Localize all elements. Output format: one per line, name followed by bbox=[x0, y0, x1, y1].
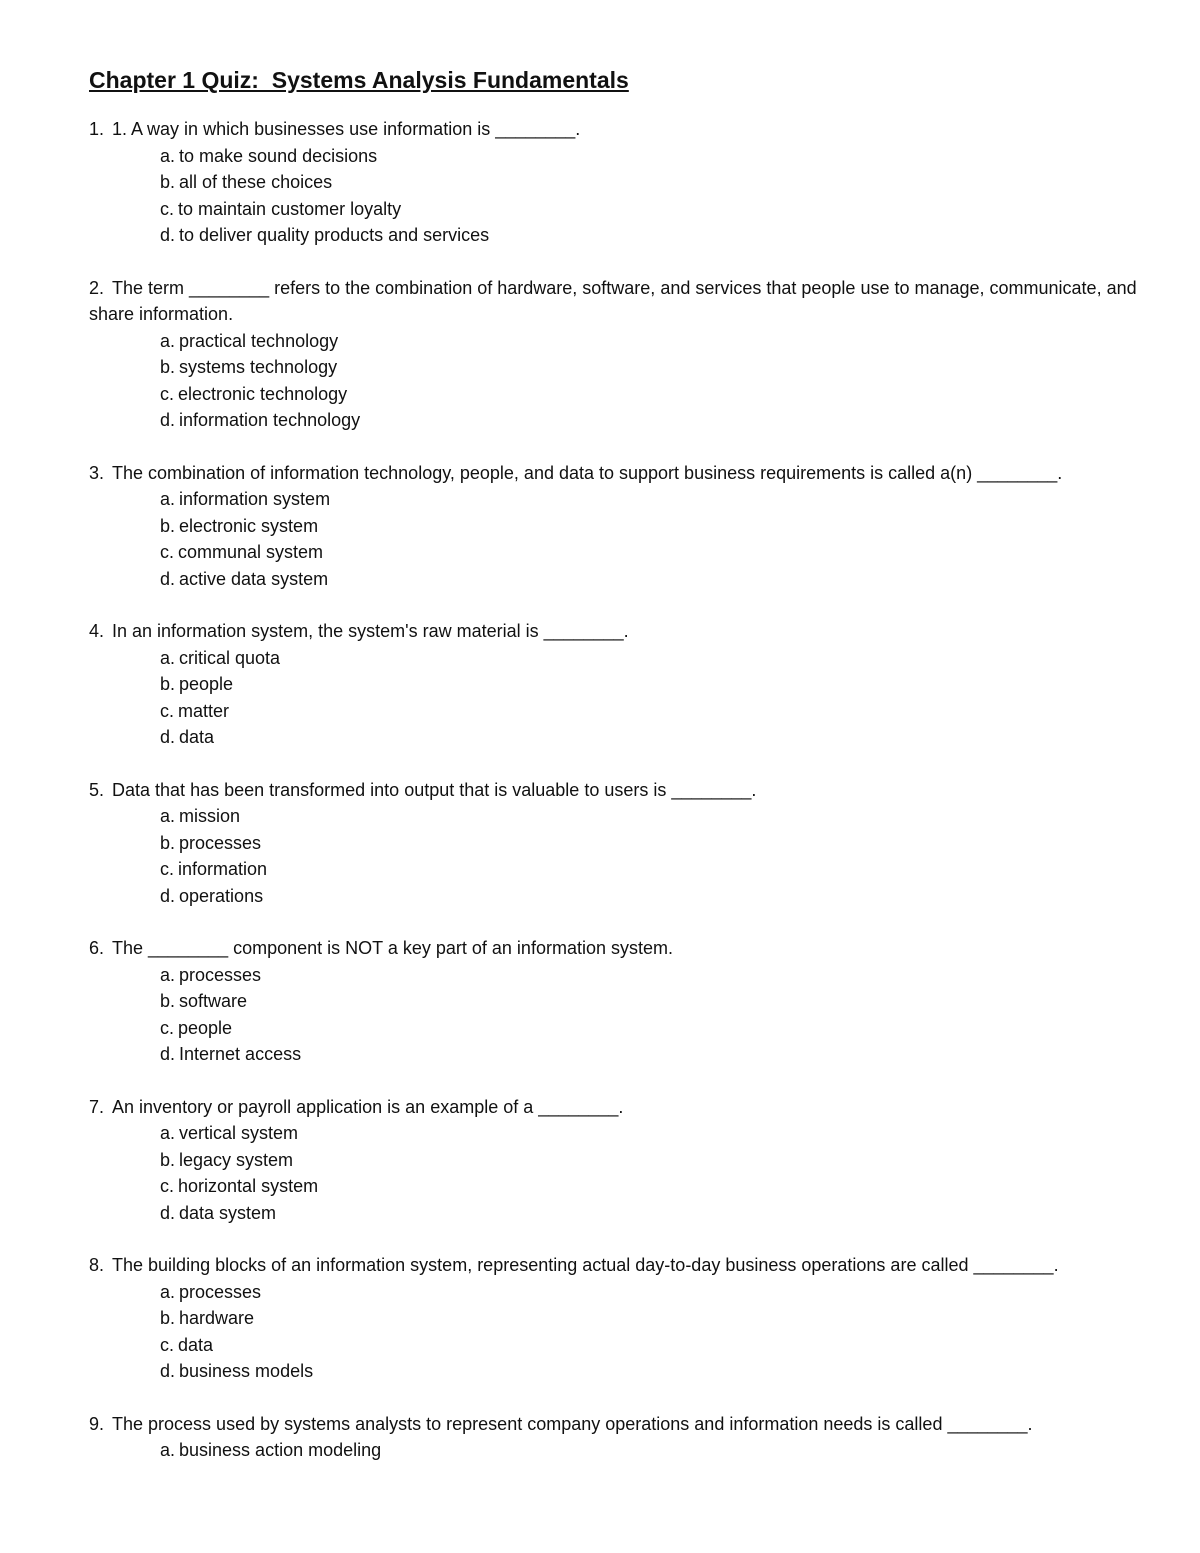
option-letter: b. bbox=[160, 674, 176, 694]
answer-option bbox=[160, 1173, 1169, 1200]
answer-option bbox=[160, 328, 1169, 355]
option-text: horizontal system bbox=[178, 1176, 319, 1196]
question-stem bbox=[89, 275, 1169, 328]
option-letter: c. bbox=[160, 1017, 175, 1038]
option-text: processes bbox=[179, 1281, 262, 1302]
answer-option bbox=[160, 883, 1169, 910]
option-text: data system bbox=[179, 1202, 277, 1223]
question-text: In an information system, the system's raw material is ________. bbox=[112, 621, 629, 641]
option-text: information technology bbox=[179, 410, 361, 430]
question-number: 6. bbox=[89, 938, 105, 958]
answer-options bbox=[89, 143, 1169, 249]
quiz-document bbox=[89, 64, 1169, 1490]
answer-options bbox=[89, 328, 1169, 434]
answer-option bbox=[160, 1120, 1169, 1147]
option-letter: c. bbox=[160, 700, 175, 721]
option-text: legacy system bbox=[179, 1149, 294, 1170]
option-letter: b. bbox=[160, 991, 176, 1011]
question-list bbox=[89, 116, 1169, 1464]
option-letter: d. bbox=[160, 885, 176, 906]
option-letter: c. bbox=[160, 859, 175, 879]
option-letter: b. bbox=[160, 357, 176, 377]
option-letter: d. bbox=[160, 1044, 176, 1064]
option-text: all of these choices bbox=[179, 172, 333, 192]
option-letter: a. bbox=[160, 806, 176, 826]
question-text: The term ________ refers to the combination of hardware, software, and services that people use to manage, communicate, and share information. bbox=[89, 277, 1137, 324]
answer-option bbox=[160, 513, 1169, 540]
option-letter: b. bbox=[160, 1149, 176, 1170]
option-text: to make sound decisions bbox=[179, 145, 378, 166]
question-stem bbox=[89, 618, 1169, 645]
option-letter: d. bbox=[160, 1202, 176, 1223]
question-7 bbox=[89, 1094, 1169, 1227]
option-letter: c. bbox=[160, 1176, 175, 1196]
option-letter: d. bbox=[160, 225, 176, 245]
option-text: people bbox=[179, 674, 234, 694]
option-letter: a. bbox=[160, 1123, 176, 1143]
question-number: 8. bbox=[89, 1255, 105, 1275]
question-8 bbox=[89, 1252, 1169, 1385]
answer-option bbox=[160, 1147, 1169, 1174]
answer-option bbox=[160, 1041, 1169, 1068]
answer-option bbox=[160, 1437, 1169, 1464]
option-letter: b. bbox=[160, 832, 176, 853]
option-text: hardware bbox=[179, 1308, 255, 1328]
option-letter: d. bbox=[160, 410, 176, 430]
question-text: An inventory or payroll application is an example of a ________. bbox=[112, 1096, 624, 1117]
option-text: information system bbox=[179, 489, 331, 509]
option-letter: a. bbox=[160, 1440, 176, 1460]
answer-option bbox=[160, 381, 1169, 408]
option-text: Internet access bbox=[179, 1044, 302, 1064]
option-text: business models bbox=[179, 1361, 314, 1381]
answer-option bbox=[160, 539, 1169, 566]
option-text: mission bbox=[179, 806, 241, 826]
answer-option bbox=[160, 143, 1169, 170]
answer-option bbox=[160, 486, 1169, 513]
option-text: data bbox=[179, 727, 215, 747]
option-text: active data system bbox=[179, 568, 329, 589]
option-text: critical quota bbox=[179, 647, 281, 668]
answer-option bbox=[160, 196, 1169, 223]
option-text: communal system bbox=[178, 542, 324, 562]
option-text: software bbox=[179, 991, 248, 1011]
option-text: electronic system bbox=[179, 515, 319, 536]
option-letter: a. bbox=[160, 145, 176, 166]
question-stem bbox=[89, 777, 1169, 804]
answer-option bbox=[160, 830, 1169, 857]
question-stem bbox=[89, 1411, 1169, 1438]
answer-option bbox=[160, 698, 1169, 725]
answer-option bbox=[160, 1332, 1169, 1359]
answer-option bbox=[160, 1015, 1169, 1042]
question-text: The process used by systems analysts to represent company operations and information needs is called ________. bbox=[112, 1413, 1033, 1434]
question-3 bbox=[89, 460, 1169, 593]
answer-option bbox=[160, 988, 1169, 1015]
answer-options bbox=[89, 1279, 1169, 1385]
option-text: business action modeling bbox=[179, 1440, 382, 1460]
option-text: to deliver quality products and services bbox=[179, 225, 490, 245]
question-stem bbox=[89, 1252, 1169, 1279]
option-letter: a. bbox=[160, 330, 176, 351]
quiz-title: Chapter 1 Quiz: Systems Analysis Fundamentals bbox=[89, 67, 629, 93]
question-text: The combination of information technology, people, and data to support business requirements is called a(n) ________. bbox=[112, 462, 1063, 483]
answer-options bbox=[89, 803, 1169, 909]
question-stem bbox=[89, 460, 1169, 487]
answer-option bbox=[160, 354, 1169, 381]
option-text: practical technology bbox=[179, 330, 339, 351]
option-text: vertical system bbox=[179, 1123, 299, 1143]
question-9 bbox=[89, 1411, 1169, 1464]
answer-option bbox=[160, 671, 1169, 698]
option-text: processes bbox=[179, 964, 262, 985]
question-number: 4. bbox=[89, 621, 105, 641]
question-text: 1. A way in which businesses use information is ________. bbox=[112, 119, 581, 139]
option-letter: c. bbox=[160, 383, 175, 404]
question-text: Data that has been transformed into output that is valuable to users is ________. bbox=[112, 779, 757, 800]
option-letter: a. bbox=[160, 489, 176, 509]
option-text: electronic technology bbox=[178, 383, 348, 404]
option-letter: b. bbox=[160, 1308, 176, 1328]
question-stem bbox=[89, 116, 1169, 143]
option-text: processes bbox=[179, 832, 262, 853]
answer-option bbox=[160, 1358, 1169, 1385]
answer-option bbox=[160, 1200, 1169, 1227]
answer-option bbox=[160, 962, 1169, 989]
option-letter: a. bbox=[160, 647, 176, 668]
question-number: 2. bbox=[89, 277, 105, 298]
option-text: operations bbox=[179, 885, 264, 906]
option-letter: b. bbox=[160, 515, 176, 536]
option-text: data bbox=[178, 1334, 214, 1355]
answer-options bbox=[89, 645, 1169, 751]
answer-option bbox=[160, 566, 1169, 593]
question-5 bbox=[89, 777, 1169, 910]
question-2 bbox=[89, 275, 1169, 434]
option-text: to maintain customer loyalty bbox=[178, 198, 402, 219]
question-4 bbox=[89, 618, 1169, 751]
option-letter: d. bbox=[160, 568, 176, 589]
answer-option bbox=[160, 856, 1169, 883]
answer-options bbox=[89, 1120, 1169, 1226]
question-text: The ________ component is NOT a key part of an information system. bbox=[112, 938, 673, 958]
question-stem bbox=[89, 935, 1169, 962]
question-number: 7. bbox=[89, 1096, 105, 1117]
option-text: information bbox=[178, 859, 268, 879]
answer-option bbox=[160, 407, 1169, 434]
answer-option bbox=[160, 645, 1169, 672]
option-text: matter bbox=[178, 700, 230, 721]
option-text: systems technology bbox=[179, 357, 338, 377]
answer-options bbox=[89, 1437, 1169, 1464]
option-letter: c. bbox=[160, 542, 175, 562]
option-letter: d. bbox=[160, 1361, 176, 1381]
answer-options bbox=[89, 486, 1169, 592]
option-letter: a. bbox=[160, 1281, 176, 1302]
answer-options bbox=[89, 962, 1169, 1068]
answer-option bbox=[160, 222, 1169, 249]
option-letter: c. bbox=[160, 198, 175, 219]
question-stem bbox=[89, 1094, 1169, 1121]
question-number: 1. bbox=[89, 119, 105, 139]
answer-option bbox=[160, 169, 1169, 196]
answer-option bbox=[160, 1305, 1169, 1332]
answer-option bbox=[160, 803, 1169, 830]
answer-option bbox=[160, 1279, 1169, 1306]
option-text: people bbox=[178, 1017, 233, 1038]
question-6 bbox=[89, 935, 1169, 1068]
option-letter: a. bbox=[160, 964, 176, 985]
question-number: 5. bbox=[89, 779, 105, 800]
question-text: The building blocks of an information system, representing actual day-to-day business operations are called ________. bbox=[112, 1255, 1059, 1275]
question-number: 9. bbox=[89, 1413, 105, 1434]
question-number: 3. bbox=[89, 462, 105, 483]
option-letter: d. bbox=[160, 727, 176, 747]
question-1 bbox=[89, 116, 1169, 249]
answer-option bbox=[160, 724, 1169, 751]
option-letter: c. bbox=[160, 1334, 175, 1355]
option-letter: b. bbox=[160, 172, 176, 192]
